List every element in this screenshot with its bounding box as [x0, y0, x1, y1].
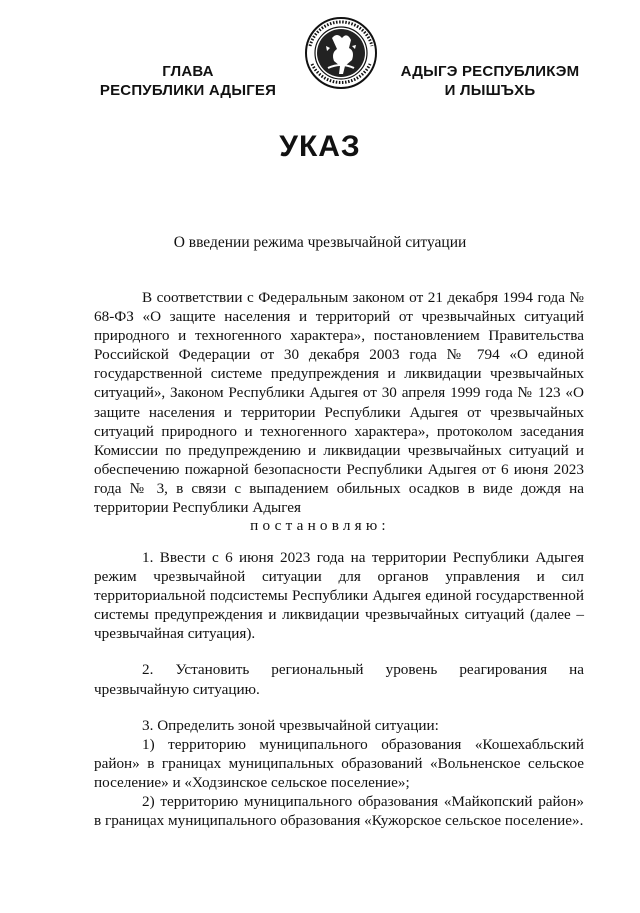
document-subject: О введении режима чрезвычайной ситуации — [173, 234, 467, 251]
issuer-title-line1: ГЛАВА — [162, 63, 214, 80]
decree-clauses — [94, 548, 584, 830]
clause-3-subitem-2: 2) территорию муниципального образования «Майкопский район» в границах муниципального образования «Кужорское сельское поселение». — [94, 793, 584, 830]
clause-2: 2. Установить региональный уровень реагирования на чрезвычайную ситуацию. — [94, 661, 584, 698]
issuer-header-russian — [78, 62, 298, 100]
clause-3: 3. Определить зоной чрезвычайной ситуации: — [142, 716, 439, 734]
issuer-title-adyghe-line2: И ЛЫШЪХЬ — [444, 82, 536, 99]
document-title: УКАЗ — [279, 130, 361, 163]
issuer-header-adyghe — [380, 62, 600, 100]
resolve-statement: постановляю: — [250, 517, 390, 534]
clause-3-subitem-1: 1) территорию муниципального образования «Кошехабльский район» в границах муниципальных образований «Вольненское сельское поселение» и «Ходзинское сельское поселение»; — [94, 735, 584, 791]
coat-of-arms-seal-icon — [304, 16, 378, 90]
clause-1: 1. Ввести с 6 июня 2023 года на территории Республики Адыгея режим чрезвычайной ситуации для органов управления и сил территориальной подсистемы Республики Адыгея единой государственной системы предупреждения и ликвидации чрезвычайных ситуаций (далее – чрезвычайная ситуация). — [94, 549, 584, 643]
preamble-text: В соответствии с Федеральным законом от 21 декабря 1994 года № 68-ФЗ «О защите населения и территорий от чрезвычайных ситуаций природного и техногенного характера», постановлением Правительства Российской Федерации от 30 декабря 2003 года № 794 «О единой государственной системе предупреждения и ликвидации чрезвычайных ситуаций», Законом Республики Адыгея от 30 апреля 1999 года № 123 «О защите населения и территории Республики Адыгея от чрезвычайных ситуаций природного и техногенного характера», протоколом заседания Комиссии по предупреждению и ликвидации чрезвычайных ситуаций и обеспечению пожарной безопасности Республики Адыгея от 6 июня 2023 года № 3, в связи с выпадением обильных осадков в виде дождя на территории Республики Адыгея — [94, 289, 584, 517]
issuer-title-line2: РЕСПУБЛИКИ АДЫГЕЯ — [99, 82, 277, 99]
issuer-title-adyghe-line1: АДЫГЭ РЕСПУБЛИКЭМ — [400, 63, 580, 80]
preamble — [94, 288, 584, 517]
